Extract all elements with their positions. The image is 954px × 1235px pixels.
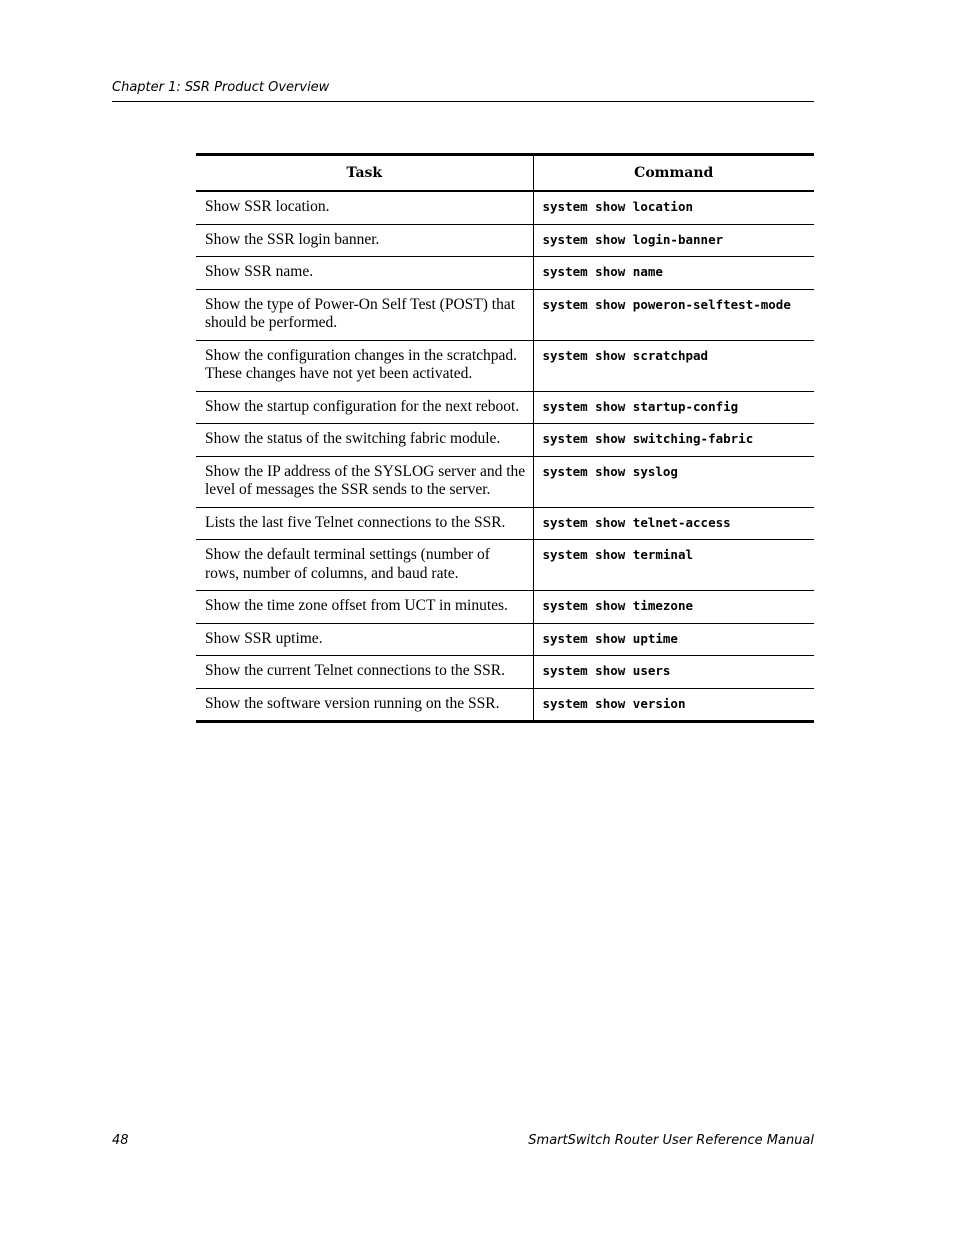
command-cell: system show name	[533, 257, 814, 290]
command-cell: system show poweron-selftest-mode	[533, 289, 814, 340]
table-body	[196, 191, 814, 722]
command-cell: system show syslog	[533, 456, 814, 507]
task-cell: Show the default terminal settings (number of rows, number of columns, and baud rate.	[196, 540, 533, 591]
command-table	[196, 153, 814, 723]
table-row	[196, 688, 814, 722]
task-cell: Show the time zone offset from UCT in minutes.	[196, 591, 533, 624]
manual-title: SmartSwitch Router User Reference Manual	[528, 1133, 814, 1148]
command-cell: system show timezone	[533, 591, 814, 624]
command-cell: system show switching-fabric	[533, 424, 814, 457]
table-row	[196, 623, 814, 656]
task-cell: Show SSR name.	[196, 257, 533, 290]
task-cell: Show SSR location.	[196, 191, 533, 224]
task-cell: Show the status of the switching fabric module.	[196, 424, 533, 457]
table-row	[196, 424, 814, 457]
command-column-header: Command	[533, 155, 814, 192]
command-cell: system show login-banner	[533, 224, 814, 257]
task-cell: Show the current Telnet connections to the SSR.	[196, 656, 533, 689]
command-cell: system show uptime	[533, 623, 814, 656]
table-row	[196, 224, 814, 257]
task-cell: Show the SSR login banner.	[196, 224, 533, 257]
task-column-header: Task	[196, 155, 533, 192]
task-cell: Show SSR uptime.	[196, 623, 533, 656]
command-cell: system show users	[533, 656, 814, 689]
task-cell: Show the configuration changes in the scratchpad. These changes have not yet been activated.	[196, 340, 533, 391]
page-number: 48	[112, 1133, 129, 1148]
table-row	[196, 257, 814, 290]
running-header: Chapter 1: SSR Product Overview	[112, 79, 814, 102]
table-row	[196, 507, 814, 540]
table-row	[196, 656, 814, 689]
table-row	[196, 456, 814, 507]
command-cell: system show terminal	[533, 540, 814, 591]
table-header-row	[196, 155, 814, 192]
task-cell: Show the software version running on the SSR.	[205, 694, 500, 712]
command-cell: system show startup-config	[533, 391, 814, 424]
command-cell: system show scratchpad	[533, 340, 814, 391]
command-cell: system show location	[533, 191, 814, 224]
table-row	[196, 340, 814, 391]
table-row	[196, 591, 814, 624]
command-cell: system show telnet-access	[533, 507, 814, 540]
command-cell: system show version	[533, 688, 814, 722]
task-cell: Show the startup configuration for the next reboot.	[196, 391, 533, 424]
table-row	[196, 289, 814, 340]
table-row	[196, 540, 814, 591]
table-row	[196, 191, 814, 224]
task-cell: Lists the last five Telnet connections to the SSR.	[196, 507, 533, 540]
table-row	[196, 391, 814, 424]
task-cell: Show the type of Power-On Self Test (POST) that should be performed.	[196, 289, 533, 340]
task-cell: Show the IP address of the SYSLOG server and the level of messages the SSR sends to the server.	[196, 456, 533, 507]
